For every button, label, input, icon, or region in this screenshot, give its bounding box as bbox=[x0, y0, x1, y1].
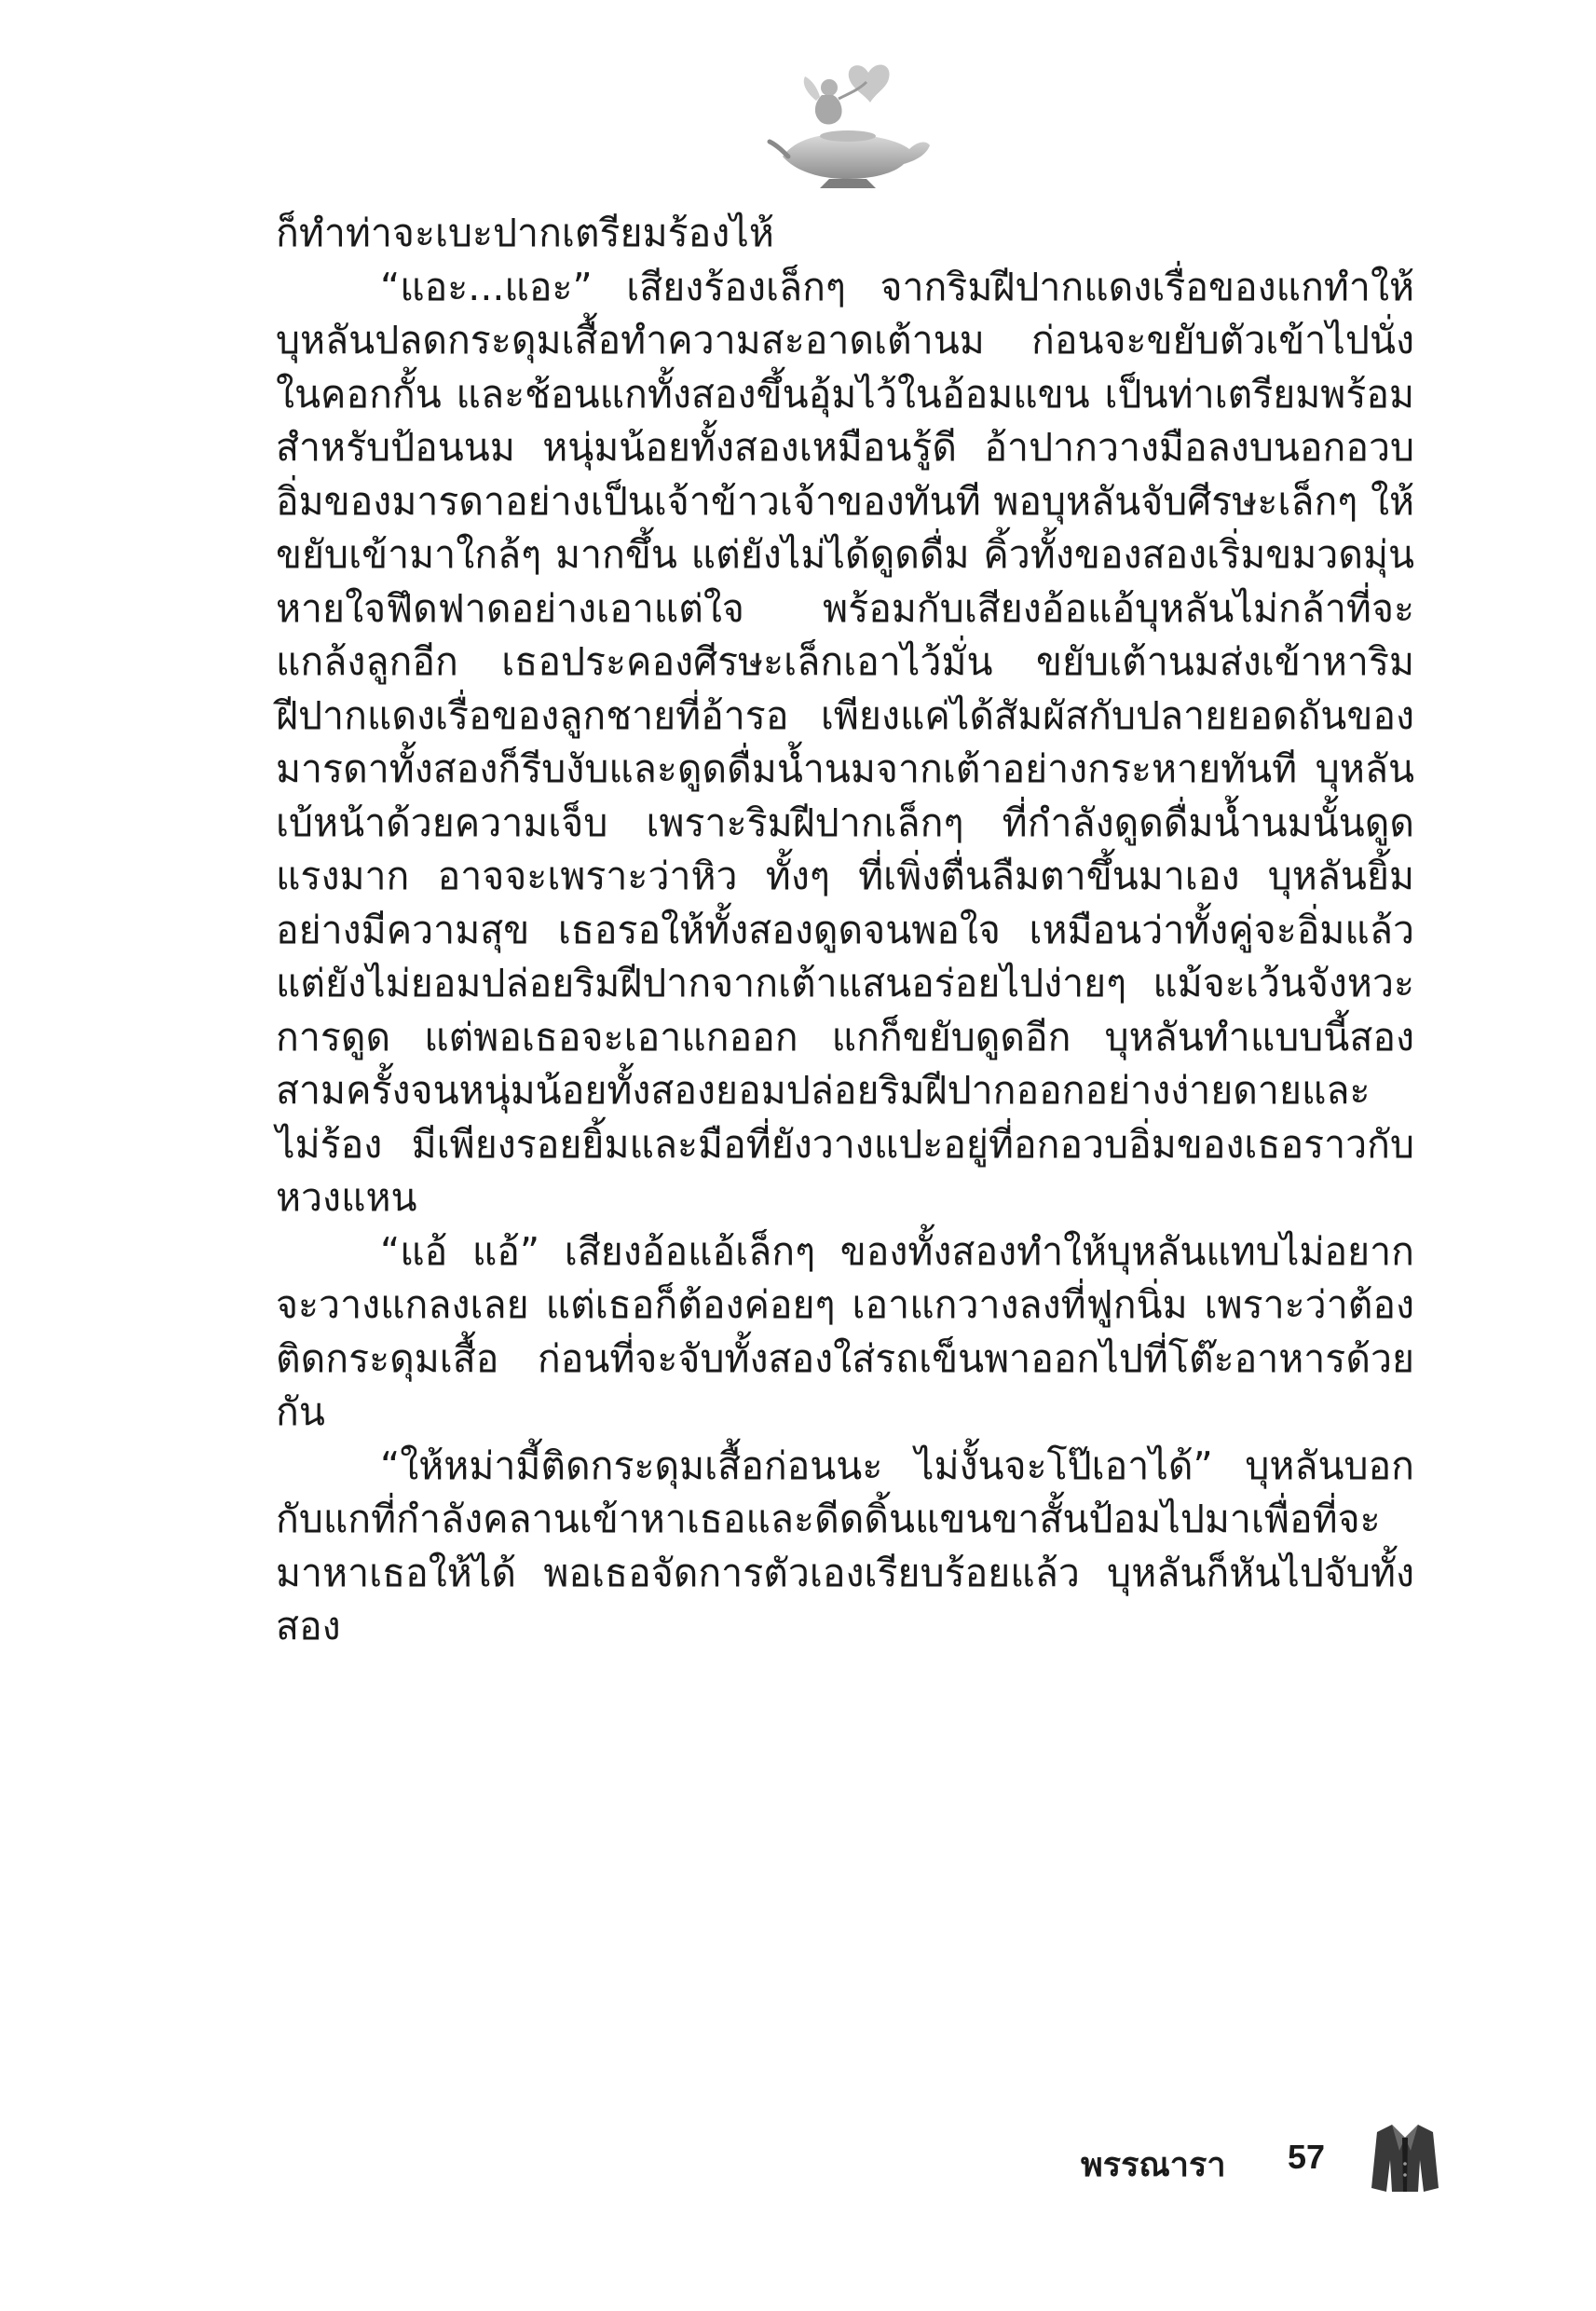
paragraph-1: ก็ทำท่าจะเบะปากเตรียมร้องไห้ bbox=[276, 211, 774, 255]
paragraph-3: “แอ้ แอ้” เสียงอ้อแอ้เล็กๆ ของทั้งสองทำให้บุหลันแทบไม่อยากจะวางแกลงเลย แต่เธอก็ต้องค่อยๆ เอาแกวางลงที่ฟูกนิ่ม เพราะว่าต้องติดกระดุมเสื้อ ก่อนที่จะจับทั้งสองใส่รถเข็นพาออกไปที่โต๊ะอาหารด้วยกัน bbox=[276, 1228, 1414, 1434]
page-footer bbox=[1081, 2123, 1472, 2197]
teapot-cupid-ornament-icon bbox=[764, 52, 932, 192]
paragraph-4: “ให้หม่ามี้ติดกระดุมเสื้อก่อนนะ ไม่งั้นจะโป๊เอาได้” บุหลันบอกกับแกที่กำลังคลานเข้าหาเธอและดีดดิ้นแขนขาสั้นป้อมไปมาเพื่อที่จะมาหาเธอให้ได้ พอเธอจัดการตัวเองเรียบร้อยแล้ว บุหลันก็หันไปจับทั้งสอง bbox=[276, 1443, 1414, 1648]
page-number: 57 bbox=[1288, 2138, 1326, 2176]
footer-author: พรรณารา bbox=[1081, 2146, 1226, 2184]
suit-jacket-icon bbox=[1371, 2123, 1439, 2194]
body-text bbox=[276, 207, 1414, 1654]
paragraph-2: “แอะ...แอะ” เสียงร้องเล็กๆ จากริมฝีปากแดงเรื่อของแกทำให้บุหลันปลดกระดุมเสื้อทำความสะอาดเต้านม ก่อนจะขยับตัวเข้าไปนั่งในคอกกั้น และช้อนแกทั้งสองขึ้นอุ้มไว้ในอ้อมแขน เป็นท่าเตรียมพร้อมสำหรับป้อนนม หนุ่มน้อยทั้งสองเหมือนรู้ดี อ้าปากวางมือลงบนอกอวบอิ่มของมารดาอย่างเป็นเจ้าข้าวเจ้าของทันที พอบุหลันจับศีรษะเล็กๆ ให้ขยับเข้ามาใกล้ๆ มากขึ้น แต่ยังไม่ได้ดูดดื่ม คิ้วทั้งของสองเริ่มขมวดมุ่น หายใจฟึดฟาดอย่างเอาแต่ใจ พร้อมกับเสียงอ้อแอ้บุหลันไม่กล้าที่จะแกล้งลูกอีก เธอประคองศีรษะเล็กเอาไว้มั่น ขยับเต้านมส่งเข้าหาริมฝีปากแดงเรื่อของลูกชายที่อ้ารอ เพียงแค่ได้สัมผัสกับปลายยอดถันของมารดาทั้งสองก็รีบงับและดูดดื่มน้ำนมจากเต้าอย่างกระหายทันที บุหลันเบ้หน้าด้วยความเจ็บ เพราะริมฝีปากเล็กๆ ที่กำลังดูดดื่มน้ำนมนั้นดูดแรงมาก อาจจะเพราะว่าหิว ทั้งๆ ที่เพิ่งตื่นลืมตาขึ้นมาเอง บุหลันยิ้มอย่างมีความสุข เธอรอให้ทั้งสองดูดจนพอใจ เหมือนว่าทั้งคู่จะอิ่มแล้ว แต่ยังไม่ยอมปล่อยริมฝีปากจากเต้าแสนอร่อยไปง่ายๆ แม้จะเว้นจังหวะการดูด แต่พอเธอจะเอาแกออก แกก็ขยับดูดอีก บุหลันทำแบบนี้สองสามครั้งจนหนุ่มน้อยทั้งสองยอมปล่อยริมฝีปากออกอย่างง่ายดายและไม่ร้อง มีเพียงรอยยิ้มและมือที่ยังวางแปะอยู่ที่อกอวบอิ่มของเธอราวกับหวงแหน bbox=[276, 264, 1414, 1220]
